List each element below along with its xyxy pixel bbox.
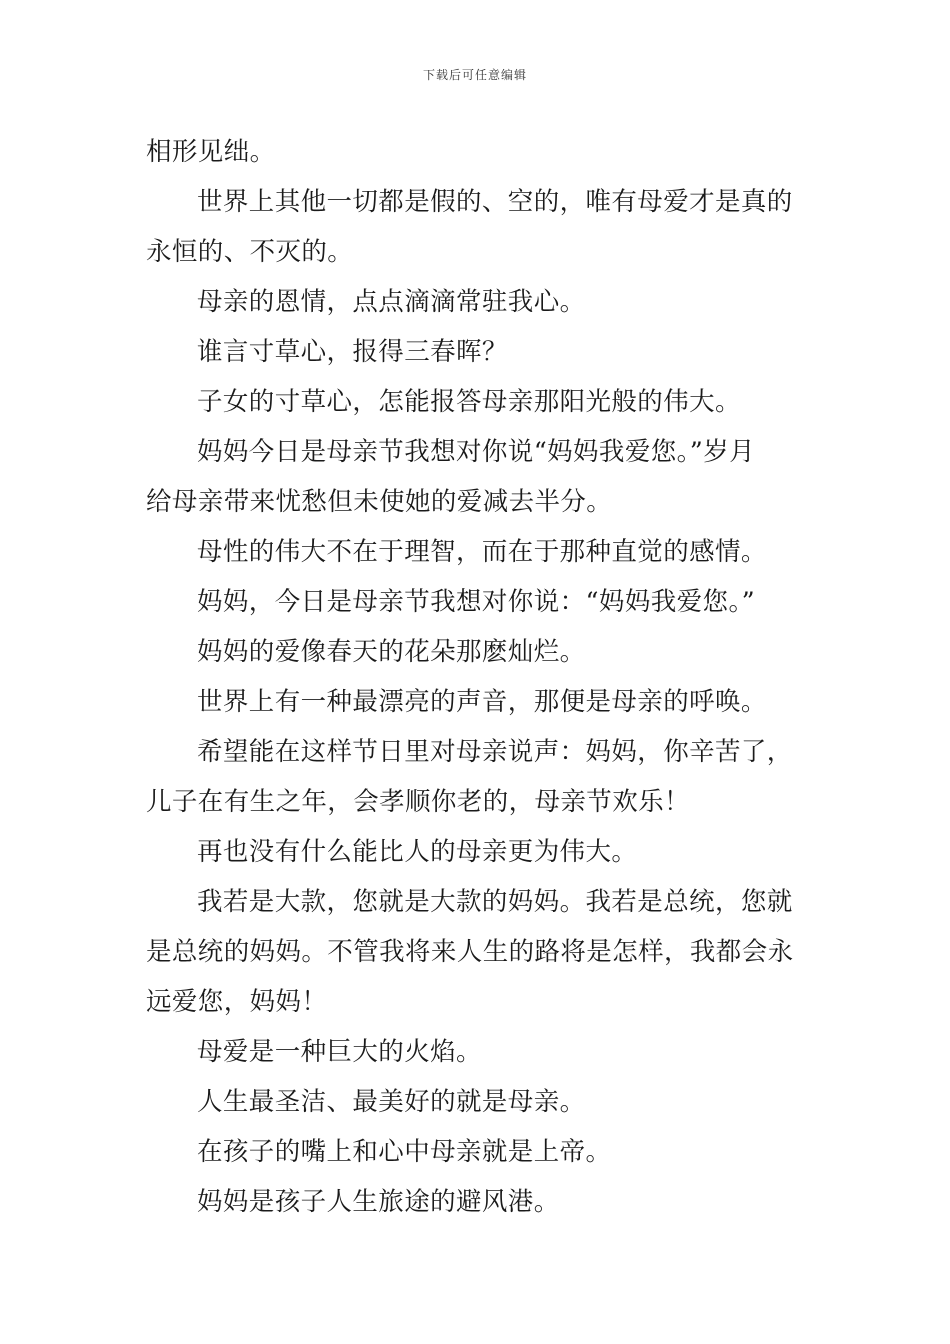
document-body <box>146 127 810 1227</box>
page-header: 下载后可任意编辑 <box>422 68 527 82</box>
text-line: 母亲的恩情，点点滴滴常驻我心。 <box>197 287 586 317</box>
text-line: 妈妈是孩子人生旅途的避风港。 <box>197 1187 560 1217</box>
text-line: 谁言寸草心，报得三春晖？ <box>197 337 508 367</box>
text-line: 希望能在这样节日里对母亲说声：妈妈，你辛苦了， <box>197 737 793 767</box>
text-line: 给母亲带来忧愁但未使她的爱减去半分。 <box>146 487 613 517</box>
text-line: 在孩子的嘴上和心中母亲就是上帝。 <box>197 1137 612 1167</box>
text-line: 世界上其他一切都是假的、空的，唯有母爱才是真的 <box>197 187 793 217</box>
text-line: 人生最圣洁、最美好的就是母亲。 <box>197 1087 586 1117</box>
text-line: 是总统的妈妈。不管我将来人生的路将是怎样，我都会永 <box>146 937 794 967</box>
text-line: 母爱是一种巨大的火焰。 <box>197 1037 482 1067</box>
text-line: 再也没有什么能比人的母亲更为伟大。 <box>197 837 638 867</box>
text-line: 世界上有一种最漂亮的声音，那便是母亲的呼唤。 <box>197 687 767 717</box>
text-line: 我若是大款，您就是大款的妈妈。我若是总统，您就 <box>197 887 793 917</box>
text-line: 母性的伟大不在于理智，而在于那种直觉的感情。 <box>197 537 767 567</box>
text-line: 妈妈，今日是母亲节我想对你说：“妈妈我爱您。” <box>197 587 756 617</box>
text-line: 相形见绌。 <box>146 137 276 167</box>
text-line: 永恒的、不灭的。 <box>146 237 354 267</box>
text-line: 子女的寸草心，怎能报答母亲那阳光般的伟大。 <box>197 387 741 417</box>
text-line: 妈妈的爱像春天的花朵那麽灿烂。 <box>197 637 586 667</box>
text-line: 远爱您，妈妈！ <box>146 987 328 1017</box>
text-line: 儿子在有生之年，会孝顺你老的，母亲节欢乐！ <box>146 787 690 817</box>
text-line: 妈妈今日是母亲节我想对你说“妈妈我爱您。”岁月 <box>197 437 756 467</box>
